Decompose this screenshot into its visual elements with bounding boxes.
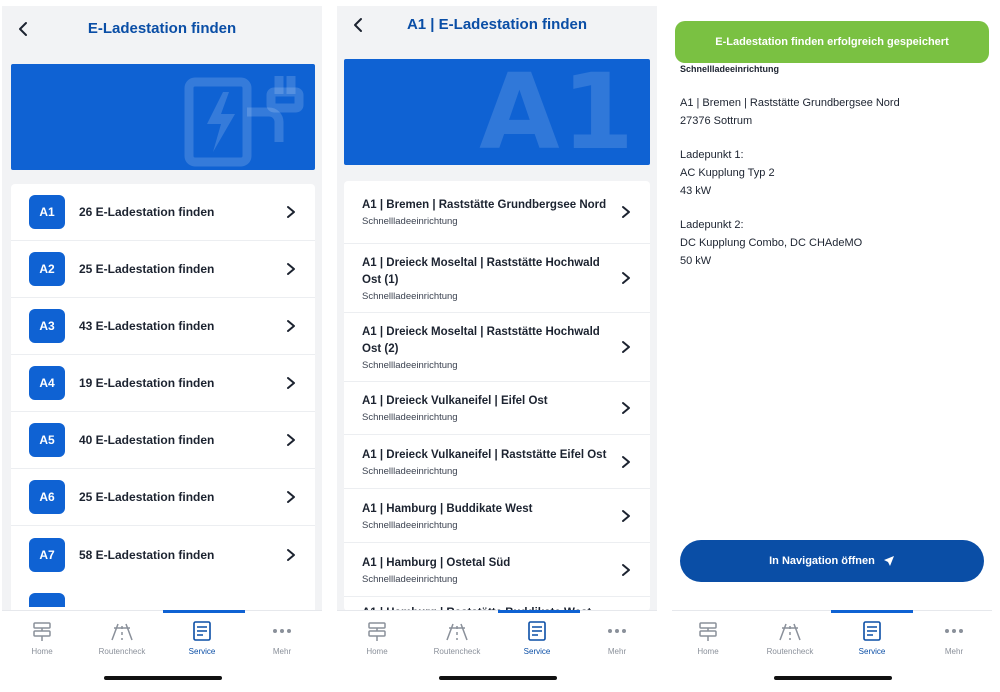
page-title: A1 | E-Ladestation finden bbox=[406, 16, 588, 33]
tab-mehr-label: Mehr bbox=[607, 647, 627, 656]
station-title: A1 | Bremen | Raststätte Grundbergsee Nord bbox=[362, 199, 607, 211]
tab-home-label: Home bbox=[697, 647, 719, 656]
ladepunkt-1-heading: Ladepunkt 1: bbox=[680, 149, 744, 161]
document-icon bbox=[861, 620, 883, 642]
station-title: A1 | Hamburg | Ostetal Süd bbox=[362, 556, 511, 569]
chevron-right-icon bbox=[621, 563, 631, 577]
tab-routencheck-label: Routencheck bbox=[433, 647, 481, 656]
chevron-right bbox=[616, 268, 636, 288]
autobahn-item-label: 43 E-Ladestation finden bbox=[79, 319, 215, 333]
document-icon bbox=[191, 620, 213, 642]
tab-routencheck-label: Routencheck bbox=[766, 647, 814, 656]
tab-mehr-label: Mehr bbox=[272, 647, 292, 656]
chevron-right bbox=[281, 373, 301, 393]
document-icon bbox=[526, 620, 548, 642]
header bbox=[2, 6, 322, 54]
chevron-right-icon bbox=[286, 490, 296, 504]
autobahn-badge bbox=[29, 593, 65, 607]
success-toast: E-Ladestation finden erfolgreich gespeichert bbox=[675, 21, 989, 63]
station-title: A1 | Dreieck Moseltal | Raststätte Hochwald Ost (2) bbox=[362, 325, 600, 355]
signpost-icon bbox=[366, 620, 388, 642]
ladepunkt-2-connector: DC Kupplung Combo, DC CHAdeMO bbox=[680, 237, 863, 249]
tab-mehr[interactable] bbox=[914, 619, 994, 656]
autobahn-item-label: 25 E-Ladestation finden bbox=[79, 490, 215, 504]
autobahn-list-item[interactable] bbox=[11, 355, 315, 412]
station-type: Schnellladeeinrichtung bbox=[362, 465, 458, 477]
station-list-item[interactable] bbox=[344, 181, 650, 244]
chevron-right bbox=[616, 398, 636, 418]
tab-service[interactable] bbox=[497, 619, 577, 656]
autobahn-badge: A1 bbox=[29, 195, 65, 229]
list-item-partial bbox=[11, 583, 315, 607]
station-text bbox=[362, 393, 616, 423]
chevron-right bbox=[616, 560, 636, 580]
screen-station-list bbox=[337, 6, 657, 690]
autobahn-badge: A5 bbox=[29, 423, 65, 457]
chevron-right-icon bbox=[286, 205, 296, 219]
station-type: Schnellladeeinrichtung bbox=[362, 359, 458, 371]
active-tab-indicator bbox=[163, 610, 245, 613]
road-icon bbox=[445, 620, 469, 642]
road-icon bbox=[778, 620, 802, 642]
station-list bbox=[344, 181, 650, 611]
ladepunkt-1-power: 43 kW bbox=[680, 185, 712, 197]
autobahn-badge: A7 bbox=[29, 538, 65, 572]
tab-routencheck-label: Routencheck bbox=[98, 647, 146, 656]
tab-service-label: Service bbox=[858, 647, 886, 656]
tab-bar bbox=[672, 610, 992, 690]
tab-mehr[interactable] bbox=[577, 619, 657, 656]
station-list-item[interactable] bbox=[344, 313, 650, 382]
station-text bbox=[362, 197, 616, 227]
chevron-right-icon bbox=[286, 433, 296, 447]
chevron-right bbox=[616, 506, 636, 526]
autobahn-list-item[interactable] bbox=[11, 241, 315, 298]
chevron-right bbox=[616, 337, 636, 357]
autobahn-list-item[interactable] bbox=[11, 298, 315, 355]
open-in-navigation-button[interactable] bbox=[680, 540, 984, 582]
station-text bbox=[362, 501, 616, 531]
ladepunkt-1-connector: AC Kupplung Typ 2 bbox=[680, 167, 775, 179]
autobahn-badge: A6 bbox=[29, 480, 65, 514]
chevron-right bbox=[281, 545, 301, 565]
tab-home[interactable] bbox=[2, 619, 82, 656]
tab-service-label: Service bbox=[188, 647, 216, 656]
screen-station-detail bbox=[672, 6, 992, 690]
tab-home-label: Home bbox=[31, 647, 53, 656]
autobahn-list-item[interactable] bbox=[11, 469, 315, 526]
station-list-item[interactable] bbox=[344, 489, 650, 543]
station-type: Schnellladeeinrichtung bbox=[362, 573, 458, 585]
autobahn-badge: A4 bbox=[29, 366, 65, 400]
station-title: A1 | Dreieck Vulkaneifel | Raststätte Eifel Ost bbox=[362, 448, 607, 461]
chevron-right-icon bbox=[286, 262, 296, 276]
more-dots-icon bbox=[606, 620, 628, 642]
road-icon bbox=[110, 620, 134, 642]
tab-bar bbox=[2, 610, 322, 690]
autobahn-list-item[interactable] bbox=[11, 526, 315, 583]
autobahn-item-label: 40 E-Ladestation finden bbox=[79, 433, 215, 447]
tab-routencheck[interactable] bbox=[750, 619, 830, 656]
chevron-right bbox=[281, 259, 301, 279]
tab-service[interactable] bbox=[162, 619, 242, 656]
station-list-item[interactable] bbox=[344, 382, 650, 435]
tab-home[interactable] bbox=[668, 619, 748, 656]
ladepunkt-2-power: 50 kW bbox=[680, 255, 712, 267]
tab-bar bbox=[337, 610, 657, 690]
tab-home-label: Home bbox=[366, 647, 388, 656]
station-address-line2: 27376 Sottrum bbox=[680, 115, 753, 127]
station-type: Schnellladeeinrichtung bbox=[362, 519, 458, 531]
autobahn-badge: A3 bbox=[29, 309, 65, 343]
home-indicator bbox=[439, 676, 557, 680]
page-title: E-Ladestation finden bbox=[87, 20, 237, 37]
tab-service[interactable] bbox=[832, 619, 912, 656]
chevron-right-icon bbox=[286, 548, 296, 562]
station-type: Schnellladeeinrichtung bbox=[680, 64, 780, 74]
signpost-icon bbox=[697, 620, 719, 642]
active-tab-indicator bbox=[498, 610, 580, 613]
station-title: A1 | Dreieck Moseltal | Raststätte Hochwald Ost (1) bbox=[362, 256, 600, 286]
tab-home[interactable] bbox=[337, 619, 417, 656]
chevron-right bbox=[616, 452, 636, 472]
chevron-right bbox=[281, 316, 301, 336]
autobahn-badge: A2 bbox=[29, 252, 65, 286]
station-type: Schnellladeeinrichtung bbox=[362, 412, 458, 423]
more-dots-icon bbox=[943, 620, 965, 642]
station-list-item[interactable] bbox=[344, 543, 650, 597]
station-list-item[interactable] bbox=[344, 244, 650, 313]
autobahn-list-item[interactable] bbox=[11, 184, 315, 241]
tab-routencheck[interactable] bbox=[82, 619, 162, 656]
tab-service-label: Service bbox=[523, 647, 551, 656]
station-list-item[interactable] bbox=[344, 435, 650, 489]
autobahn-list bbox=[11, 184, 315, 614]
active-tab-indicator bbox=[831, 610, 913, 613]
autobahn-item-label: 19 E-Ladestation finden bbox=[79, 376, 215, 390]
autobahn-item-label: 58 E-Ladestation finden bbox=[79, 547, 215, 562]
station-text bbox=[362, 255, 616, 302]
station-type: Schnellladeeinrichtung bbox=[362, 216, 458, 227]
station-text bbox=[362, 555, 616, 585]
station-title: A1 | Hamburg | Buddikate West bbox=[362, 502, 533, 515]
autobahn-list-item[interactable] bbox=[11, 412, 315, 469]
chevron-right bbox=[281, 487, 301, 507]
autobahn-item-label: 26 E-Ladestation finden bbox=[79, 205, 215, 219]
station-details bbox=[680, 64, 980, 270]
chevron-right-icon bbox=[621, 340, 631, 354]
home-indicator bbox=[104, 676, 222, 680]
chevron-right bbox=[281, 430, 301, 450]
banner-autobahn-label: A1 bbox=[479, 51, 636, 173]
home-indicator bbox=[774, 676, 892, 680]
chevron-right-icon bbox=[286, 376, 296, 390]
chevron-right bbox=[281, 202, 301, 222]
station-text bbox=[362, 447, 616, 477]
station-address-line1: A1 | Bremen | Raststätte Grundbergsee Nord bbox=[680, 97, 900, 109]
hero-banner bbox=[344, 51, 650, 173]
charging-station-icon bbox=[179, 64, 309, 174]
tab-routencheck[interactable] bbox=[417, 619, 497, 656]
station-text bbox=[362, 324, 616, 371]
station-title: A1 | Dreieck Vulkaneifel | Eifel Ost bbox=[362, 395, 548, 407]
chevron-right-icon bbox=[621, 401, 631, 415]
more-dots-icon bbox=[271, 620, 293, 642]
screen-autobahn-list bbox=[2, 6, 322, 690]
autobahn-item-label: 25 E-Ladestation finden bbox=[79, 262, 215, 276]
navigation-arrow-icon bbox=[883, 555, 895, 567]
chevron-right-icon bbox=[621, 455, 631, 469]
header bbox=[337, 6, 657, 54]
chevron-right-icon bbox=[621, 509, 631, 523]
tab-mehr[interactable] bbox=[242, 619, 322, 656]
chevron-right-icon bbox=[286, 319, 296, 333]
station-type: Schnellladeeinrichtung bbox=[362, 290, 458, 302]
signpost-icon bbox=[31, 620, 53, 642]
hero-banner bbox=[11, 64, 315, 170]
chevron-right-icon bbox=[621, 271, 631, 285]
chevron-right bbox=[616, 202, 636, 222]
tab-mehr-label: Mehr bbox=[944, 647, 964, 656]
ladepunkt-2-heading: Ladepunkt 2: bbox=[680, 219, 744, 231]
open-in-navigation-label: In Navigation öffnen bbox=[769, 555, 875, 567]
chevron-right-icon bbox=[621, 205, 631, 219]
